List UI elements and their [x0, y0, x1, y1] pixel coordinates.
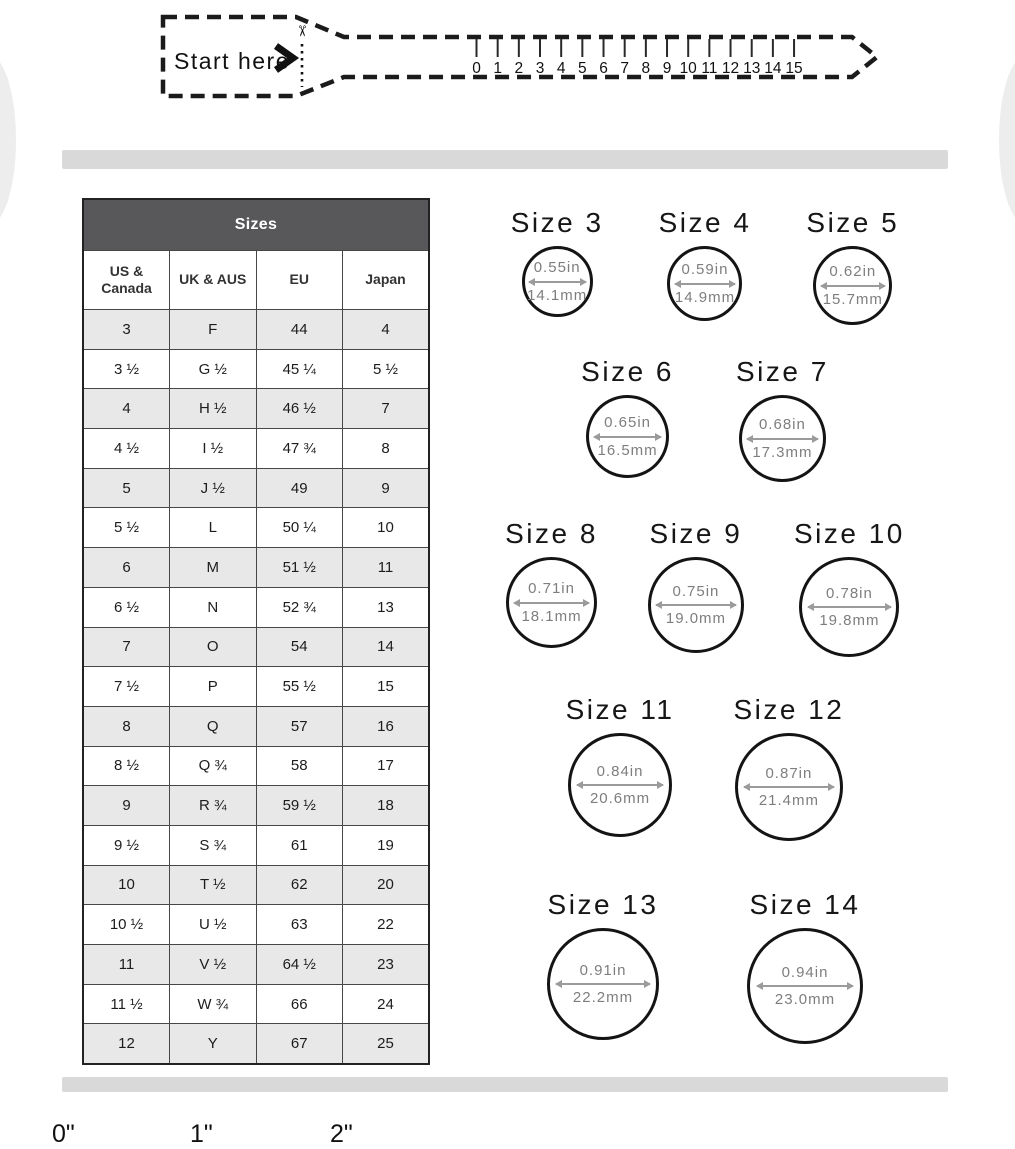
divider-bar-top: [62, 150, 948, 169]
table-cell: 23: [343, 945, 430, 985]
table-cell: 19: [343, 825, 430, 865]
ring-diameter-inches: 0.62in: [829, 263, 877, 280]
table-cell: 5 ½: [83, 508, 170, 548]
ring-row: [445, 356, 965, 482]
table-cell: 49: [256, 468, 343, 508]
ring-size-title: Size 3: [510, 207, 604, 238]
ruler-number: 15: [785, 60, 803, 77]
table-row: [83, 429, 429, 469]
diameter-arrow-icon: [656, 604, 735, 606]
ring-diameter-mm: 14.9mm: [674, 288, 736, 306]
table-cell: 7: [83, 627, 170, 667]
table-cell: 44: [256, 310, 343, 350]
ring-circle: [522, 246, 593, 317]
ring-diameter-inches: 0.55in: [533, 259, 581, 276]
ring-diameter-inches: 0.84in: [596, 762, 644, 780]
ruler-number: 8: [641, 60, 651, 77]
ring-diameter-inches: 0.87in: [765, 764, 813, 782]
table-cell: R ¾: [170, 786, 257, 826]
ring-size-title: Size 12: [733, 694, 845, 725]
table-row: [83, 627, 429, 667]
table-cell: 57: [256, 706, 343, 746]
ring-size-group: [511, 207, 604, 317]
ring-size-title: Size 7: [736, 356, 829, 387]
scissors-icon: ✂: [293, 24, 310, 38]
table-cell: 20: [343, 865, 430, 905]
table-cell: I ½: [170, 429, 257, 469]
table-cell: 12: [83, 1024, 170, 1064]
ring-diameter-inches: 0.91in: [579, 961, 627, 979]
table-cell: 64 ½: [256, 945, 343, 985]
table-cell: 25: [343, 1024, 430, 1064]
table-cell: 11: [343, 548, 430, 588]
ruler-number: 11: [701, 60, 718, 77]
table-cell: 45 ¼: [256, 349, 343, 389]
table-cell: 62: [256, 865, 343, 905]
ring-diameter-inches: 0.75in: [672, 582, 720, 600]
ring-size-conversion-table: [82, 198, 430, 1065]
table-cell: Y: [170, 1024, 257, 1064]
table-cell: 4 ½: [83, 429, 170, 469]
ring-size-title: Size 5: [806, 207, 900, 238]
table-row: [83, 786, 429, 826]
table-row: [83, 746, 429, 786]
table-cell: 67: [256, 1024, 343, 1064]
table-cell: T ½: [170, 865, 257, 905]
ring-diameter-inches: 0.59in: [681, 261, 729, 278]
table-cell: V ½: [170, 945, 257, 985]
ring-circle: [568, 733, 672, 837]
start-here-label: Start here: [174, 48, 290, 74]
table-cell: 18: [343, 786, 430, 826]
table-cell: W ¾: [170, 984, 257, 1024]
table-cell: L: [170, 508, 257, 548]
ring-diameter-mm: 17.3mm: [752, 443, 813, 461]
ruler-number: 1: [493, 60, 502, 77]
table-row: [83, 706, 429, 746]
ring-row: [445, 889, 965, 1044]
table-cell: 9: [83, 786, 170, 826]
ring-circle: [813, 246, 892, 325]
ring-row: [445, 207, 965, 325]
ring-size-group: [806, 207, 899, 325]
ring-diameter-inches: 0.68in: [758, 416, 806, 433]
table-cell: 7 ½: [83, 667, 170, 707]
ring-circle: [735, 733, 843, 841]
table-cell: 17: [343, 746, 430, 786]
table-cell: 55 ½: [256, 667, 343, 707]
table-cell: 5 ½: [343, 349, 430, 389]
ruler-number: 10: [679, 60, 697, 77]
ring-size-group: [747, 889, 863, 1044]
ring-diameter-inches: 0.65in: [604, 414, 652, 431]
table-cell: H ½: [170, 389, 257, 429]
ring-size-title: Size 10: [793, 518, 905, 549]
table-cell: 10: [343, 508, 430, 548]
table-cell: G ½: [170, 349, 257, 389]
ruler-number: 4: [556, 60, 566, 77]
inch-ruler-label: 0": [52, 1120, 75, 1148]
table-row: [83, 548, 429, 588]
table-cell: N: [170, 587, 257, 627]
table-cell: 59 ½: [256, 786, 343, 826]
divider-bar-bottom: [62, 1077, 948, 1092]
ring-size-group: [736, 356, 829, 482]
table-cell: 22: [343, 905, 430, 945]
ring-circle: [799, 557, 899, 657]
ring-diameter-mm: 18.1mm: [521, 607, 582, 625]
table-cell: 8: [343, 429, 430, 469]
table-cell: Q ¾: [170, 746, 257, 786]
ring-diameter-mm: 21.4mm: [758, 792, 819, 809]
ring-diameter-mm: 22.2mm: [572, 989, 634, 1006]
table-row: [83, 865, 429, 905]
ruler-number: 9: [662, 60, 672, 77]
table-row: [83, 667, 429, 707]
ring-circle: [739, 395, 826, 482]
table-cell: 9 ½: [83, 825, 170, 865]
diameter-arrow-icon: [675, 283, 736, 285]
table-row: [83, 905, 429, 945]
diameter-arrow-icon: [747, 438, 818, 440]
table-cell: 4: [83, 389, 170, 429]
ring-size-title: Size 8: [505, 518, 598, 549]
table-row: [83, 468, 429, 508]
ring-diameter-mm: 20.6mm: [589, 790, 651, 807]
table-cell: 15: [343, 667, 430, 707]
table-cell: 52 ¾: [256, 587, 343, 627]
table-cell: 8 ½: [83, 746, 170, 786]
ring-size-group: [794, 518, 905, 657]
ring-size-title: Size 14: [749, 889, 861, 920]
ring-size-group: [648, 518, 744, 653]
ruler-number: 12: [721, 60, 740, 77]
diameter-arrow-icon: [821, 285, 885, 287]
ring-size-group: [566, 694, 675, 837]
ruler-number: 6: [599, 60, 608, 77]
diameter-arrow-icon: [757, 985, 854, 987]
ring-diameter-mm: 23.0mm: [774, 991, 836, 1008]
table-cell: 51 ½: [256, 548, 343, 588]
table-cell: U ½: [170, 905, 257, 945]
ruler-number: 14: [764, 60, 782, 77]
table-cell: O: [170, 627, 257, 667]
table-row: [83, 825, 429, 865]
ring-size-title: Size 4: [658, 207, 752, 238]
ring-row: [445, 694, 965, 841]
table-cell: 7: [343, 389, 430, 429]
ring-diameter-mm: 15.7mm: [822, 290, 883, 308]
inch-ruler-label: 1": [190, 1120, 213, 1148]
ring-size-group: [547, 889, 659, 1040]
diameter-arrow-icon: [556, 983, 649, 985]
ring-size-group: [505, 518, 598, 648]
table-cell: 8: [83, 706, 170, 746]
ring-circle: [586, 395, 669, 478]
table-cell: 63: [256, 905, 343, 945]
table-cell: 24: [343, 984, 430, 1024]
ring-size-group: [659, 207, 752, 321]
ruler-number: 7: [620, 60, 630, 77]
table-cell: 4: [343, 310, 430, 350]
ring-circle: [506, 557, 597, 648]
table-cell: 66: [256, 984, 343, 1024]
table-cell: 16: [343, 706, 430, 746]
ring-diameter-inches: 0.94in: [781, 963, 829, 981]
paper-ring-sizer-strip: [0, 0, 1015, 125]
table-cell: 9: [343, 468, 430, 508]
table-column-header: UK & AUS: [170, 251, 257, 310]
table-cell: 5: [83, 468, 170, 508]
diameter-arrow-icon: [529, 281, 586, 283]
table-row: [83, 984, 429, 1024]
diameter-arrow-icon: [514, 602, 589, 604]
table-cell: 11: [83, 945, 170, 985]
ring-diameter-mm: 19.0mm: [665, 610, 727, 627]
diameter-arrow-icon: [744, 786, 834, 788]
table-cell: 14: [343, 627, 430, 667]
table-cell: 58: [256, 746, 343, 786]
diameter-arrow-icon: [577, 784, 663, 786]
ring-size-group: [581, 356, 674, 478]
table-cell: Q: [170, 706, 257, 746]
ring-circle: [747, 928, 863, 1044]
table-cell: 6 ½: [83, 587, 170, 627]
ring-diameter-mm: 19.8mm: [819, 612, 880, 629]
ring-size-title: Size 13: [547, 889, 659, 920]
table-cell: 3: [83, 310, 170, 350]
table-cell: 54: [256, 627, 343, 667]
table-cell: S ¾: [170, 825, 257, 865]
ring-circle: [667, 246, 742, 321]
table-column-header: Japan: [343, 251, 430, 310]
ring-diameter-inches: 0.71in: [528, 580, 575, 597]
table-cell: P: [170, 667, 257, 707]
ruler-number: 13: [743, 60, 761, 77]
table-column-header: US & Canada: [83, 251, 170, 310]
ring-size-group: [733, 694, 844, 841]
ring-diameter-mm: 16.5mm: [597, 441, 658, 459]
ring-size-title: Size 6: [581, 356, 674, 387]
table-cell: M: [170, 548, 257, 588]
ring-size-title: Size 11: [565, 694, 675, 725]
ring-circle: [547, 928, 659, 1040]
ruler-number: 0: [472, 60, 481, 77]
table-cell: J ½: [170, 468, 257, 508]
ring-size-title: Size 9: [649, 518, 743, 549]
table-cell: 11 ½: [83, 984, 170, 1024]
table-cell: 13: [343, 587, 430, 627]
diameter-arrow-icon: [594, 436, 662, 438]
table-row: [83, 349, 429, 389]
inch-ruler-label: 2": [330, 1120, 353, 1148]
table-cell: 47 ¾: [256, 429, 343, 469]
ring-row: [445, 518, 965, 657]
diameter-arrow-icon: [808, 606, 891, 608]
table-cell: 6: [83, 548, 170, 588]
table-row: [83, 310, 429, 350]
ruler-number: 3: [535, 60, 545, 77]
table-row: [83, 587, 429, 627]
table-cell: 3 ½: [83, 349, 170, 389]
ring-circle: [648, 557, 744, 653]
table-cell: F: [170, 310, 257, 350]
ruler-number: 5: [578, 60, 587, 77]
table-row: [83, 508, 429, 548]
ruler-number: 2: [514, 60, 524, 77]
table-cell: 61: [256, 825, 343, 865]
ring-diameter-inches: 0.78in: [825, 584, 873, 602]
table-column-header: EU: [256, 251, 343, 310]
table-cell: 50 ¼: [256, 508, 343, 548]
table-row: [83, 389, 429, 429]
table-cell: 10 ½: [83, 905, 170, 945]
table-column-header-row: [83, 251, 429, 310]
sizer-ruler-scale: [472, 39, 802, 77]
table-title: Sizes: [83, 199, 429, 251]
ring-diameter-mm: 14.1mm: [527, 286, 588, 304]
table-cell: 46 ½: [256, 389, 343, 429]
table-row: [83, 1024, 429, 1064]
table-row: [83, 945, 429, 985]
table-cell: 10: [83, 865, 170, 905]
